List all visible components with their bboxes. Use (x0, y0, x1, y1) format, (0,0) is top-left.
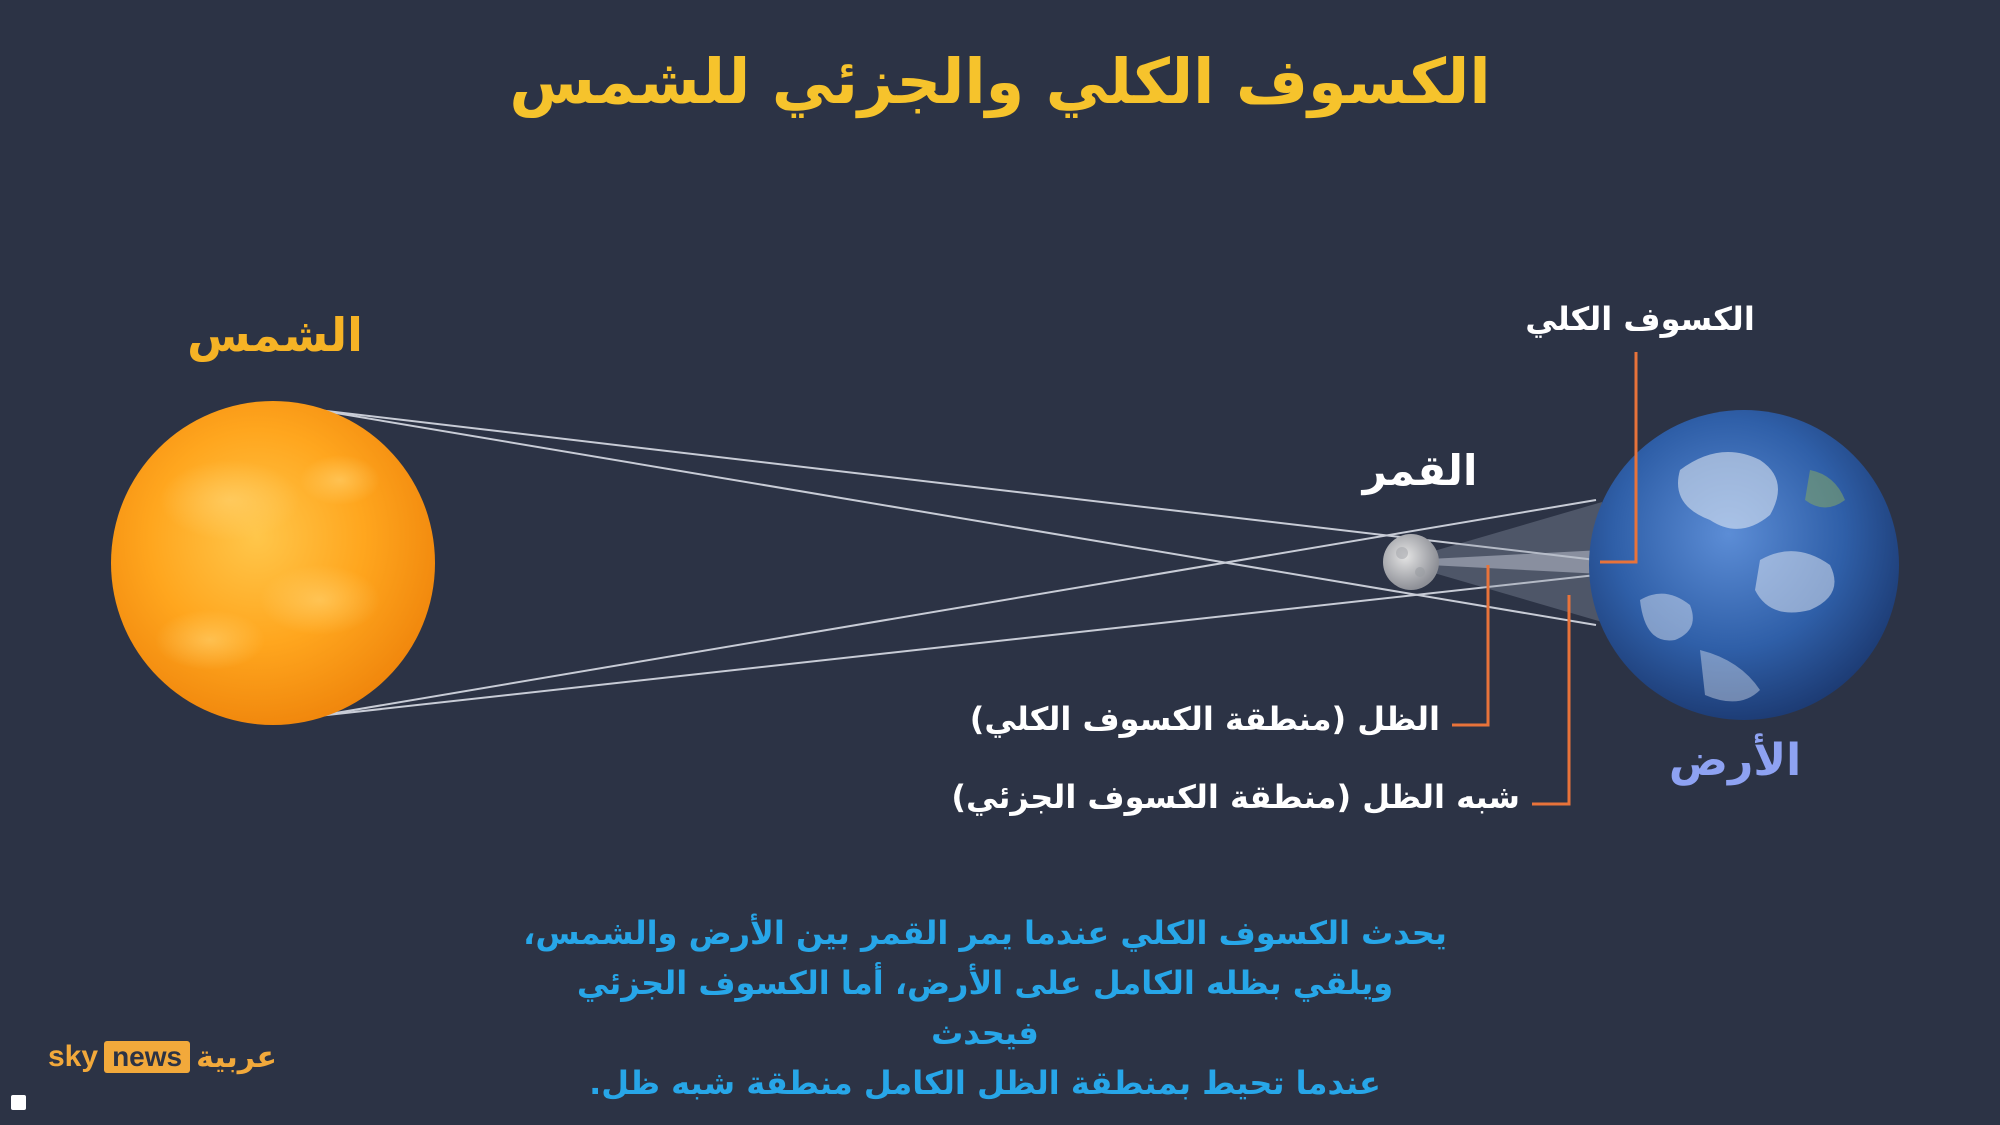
penumbra-leader (1532, 595, 1569, 804)
sun (111, 401, 435, 725)
logo-sky: sky (48, 1040, 99, 1073)
earth-label: الأرض (1668, 735, 1802, 786)
umbra-label: الظل (منطقة الكسوف الكلي) (969, 700, 1440, 738)
logo-news: news (104, 1041, 190, 1073)
penumbra-label: شبه الظل (منطقة الكسوف الجزئي) (951, 778, 1520, 816)
caption (520, 908, 1450, 1108)
page-title: الكسوف الكلي والجزئي للشمس (509, 45, 1491, 118)
stop-icon[interactable] (11, 1095, 26, 1110)
ray-upper-cross (318, 410, 1596, 625)
total-eclipse-label: الكسوف الكلي (1525, 300, 1755, 338)
moon-label: القمر (1362, 446, 1478, 495)
caption-line-3: عندما تحيط بمنطقة الظل الكامل منطقة شبه ظل. (589, 1064, 1381, 1102)
moon (1383, 534, 1439, 590)
sky-news-arabia-logo (48, 1037, 277, 1077)
caption-line-1: يحدث الكسوف الكلي عندما يمر القمر بين الأرض والشمس، (523, 914, 1447, 952)
logo-arabic: عربية (196, 1039, 277, 1075)
ray-lower-direct (318, 575, 1596, 716)
ray-lower-cross (318, 500, 1596, 716)
sun-label: الشمس (187, 308, 363, 362)
caption-line-2: ويلقي بظله الكامل على الأرض، أما الكسوف الجزئي فيحدث (576, 964, 1394, 1052)
